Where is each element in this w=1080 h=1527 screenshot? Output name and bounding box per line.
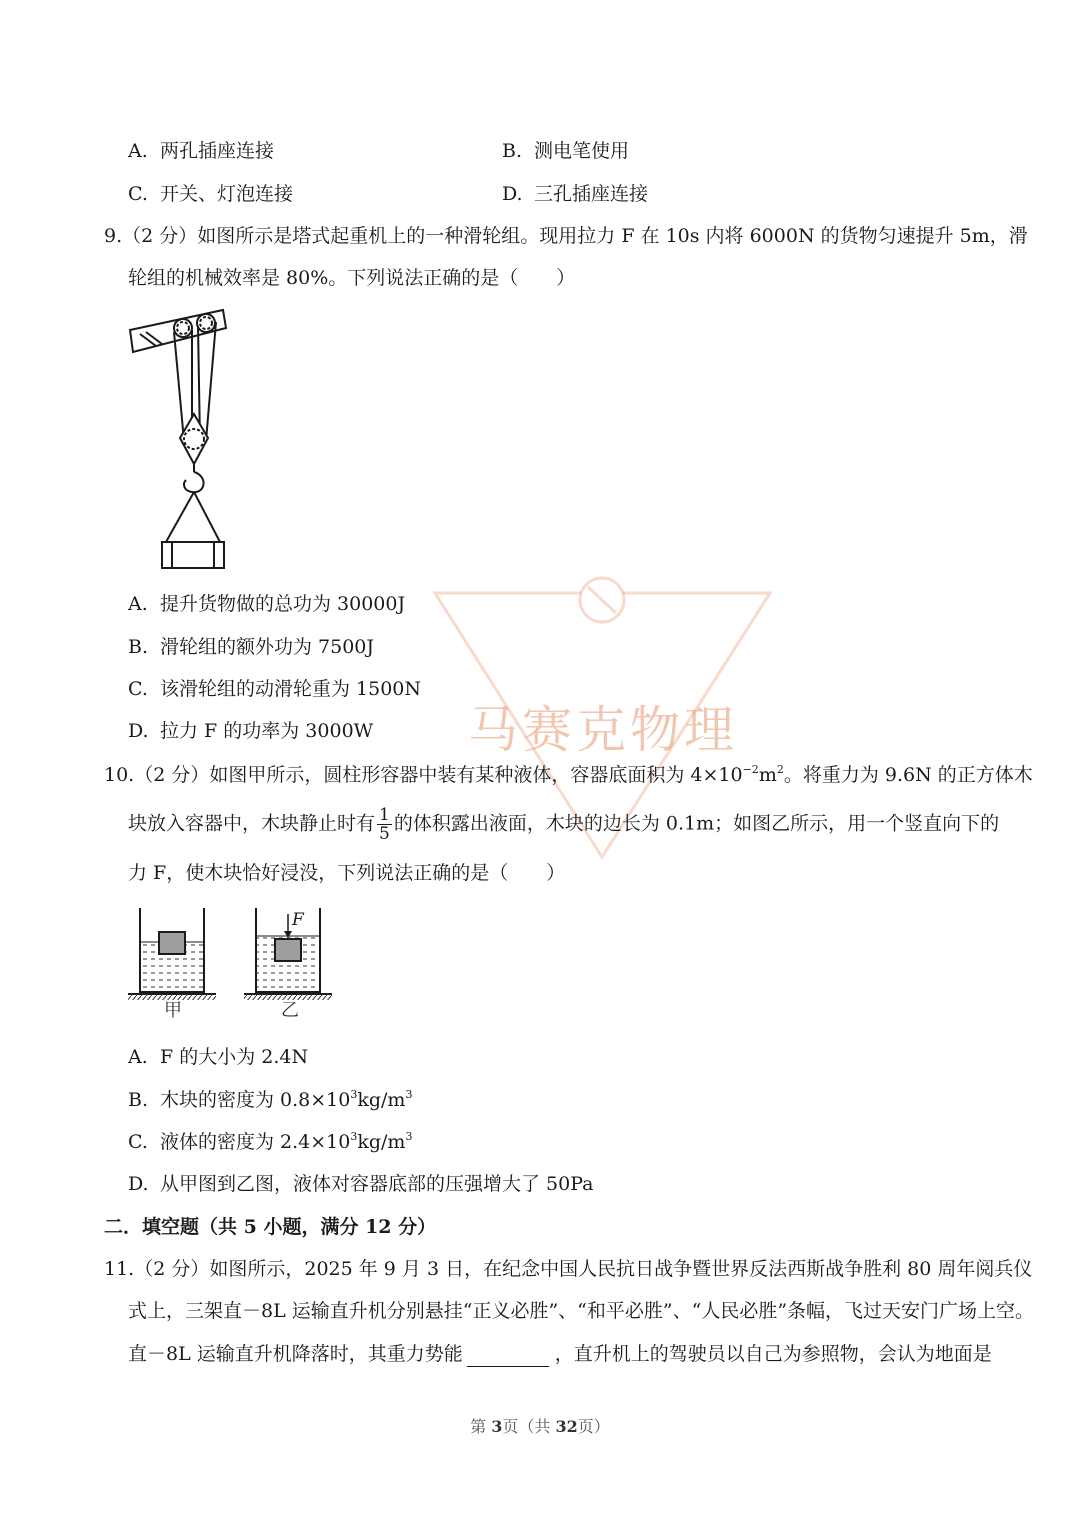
fraction — [377, 806, 392, 843]
exponent: 2 — [776, 763, 784, 776]
option-label: A. — [128, 1046, 148, 1068]
question-text: 如图甲所示，圆柱形容器中装有某种液体，容器底面积为 4×10 — [209, 764, 743, 786]
option-label: D. — [128, 1173, 149, 1195]
option-label: A. — [128, 593, 148, 615]
option-text: 从甲图到乙图，液体对容器底部的压强增大了 50Pa — [160, 1173, 594, 1195]
footer-suffix: 页） — [577, 1417, 610, 1436]
buoyancy-figure — [126, 906, 341, 1021]
q9-stem-line1 — [104, 223, 1028, 249]
answer-blank[interactable] — [467, 1346, 549, 1367]
option-text: 测电笔使用 — [534, 140, 630, 162]
option-text: 三孔插座连接 — [534, 183, 649, 205]
fraction-denominator: 5 — [379, 824, 390, 844]
footer-prefix: 第 — [470, 1417, 492, 1436]
option-text: 提升货物做的总功为 30000J — [160, 593, 406, 615]
option-text: 开关、灯泡连接 — [160, 183, 294, 205]
option-label: C. — [128, 1131, 148, 1153]
q11-stem-line3 — [128, 1341, 992, 1367]
option-label: D. — [128, 720, 149, 742]
question-text: 直－8L 运输直升机降落时，其重力势能 — [128, 1343, 463, 1365]
option-text: 该滑轮组的动滑轮重为 1500N — [160, 678, 422, 700]
unit: kg/m — [357, 1089, 406, 1111]
exponent: 3 — [350, 1130, 358, 1143]
q9-option-a — [128, 591, 405, 617]
question-text: 块放入容器中，木块静止时有 — [128, 812, 376, 835]
question-text: 。将重力为 9.6N 的正方体木 — [783, 764, 1033, 786]
total-pages-number: 32 — [555, 1417, 578, 1436]
q10-option-b — [128, 1087, 412, 1113]
question-text: 如图所示，2025 年 9 月 3 日，在纪念中国人民抗日战争暨世界反法西斯战争胜利 80 周年阅兵仪 — [209, 1258, 1033, 1280]
q10-option-a — [128, 1044, 308, 1070]
q9-option-c — [128, 676, 421, 702]
q8-option-b — [502, 138, 629, 164]
q10-option-c — [128, 1129, 412, 1155]
page-footer — [0, 1414, 1080, 1437]
q11-stem-line2: 式上，三架直－8L 运输直升机分别悬挂“正义必胜”、“和平必胜”、“人民必胜”条幅，飞过天安门广场上空。 — [128, 1300, 1035, 1322]
question-score: （2 分） — [134, 1258, 210, 1280]
watermark-text: 马赛克物理 — [468, 701, 738, 759]
exponent: 3 — [350, 1088, 358, 1101]
option-text: 两孔插座连接 — [160, 140, 275, 162]
q8-option-a — [128, 138, 274, 164]
figure-label-jia: 甲 — [164, 1000, 182, 1021]
option-text: 拉力 F 的功率为 3000W — [160, 720, 374, 742]
option-label: B. — [128, 1089, 149, 1111]
exponent: −2 — [742, 763, 759, 776]
exponent: 3 — [405, 1088, 413, 1101]
question-text: 的体积露出液面，木块的边长为 0.1m；如图乙所示，用一个竖直向下的 — [393, 812, 1000, 835]
figure-label-yi: 乙 — [281, 1000, 299, 1021]
option-text: 滑轮组的额外功为 7500J — [160, 636, 375, 658]
question-number: 10. — [104, 764, 135, 786]
footer-middle: 页（共 — [502, 1417, 556, 1436]
exponent: 3 — [405, 1130, 413, 1143]
option-text: 液体的密度为 2.4×10 — [160, 1131, 351, 1153]
option-label: B. — [502, 140, 523, 162]
question-text: ，直升机上的驾驶员以自己为参照物，会认为地面是 — [554, 1343, 992, 1365]
section-heading: 二．填空题（共 5 小题，满分 12 分） — [104, 1216, 437, 1238]
question-number: 11. — [104, 1258, 135, 1280]
current-page-number: 3 — [491, 1417, 503, 1436]
question-score: （2 分） — [122, 225, 198, 247]
option-text: F 的大小为 2.4N — [160, 1046, 309, 1068]
fraction-numerator: 1 — [379, 805, 390, 825]
question-score: （2 分） — [134, 764, 210, 786]
option-label: C. — [128, 678, 148, 700]
q8-option-c — [128, 181, 293, 207]
q10-stem-line3: 力 F，使木块恰好浸没，下列说法正确的是（ ） — [128, 862, 566, 884]
option-label: B. — [128, 636, 149, 658]
q9-option-b — [128, 634, 374, 660]
option-label: C. — [128, 183, 148, 205]
question-number: 9. — [104, 225, 123, 247]
unit: kg/m — [357, 1131, 406, 1153]
option-label: D. — [502, 183, 523, 205]
q10-stem-line2 — [128, 806, 999, 843]
option-text: 木块的密度为 0.8×10 — [160, 1089, 351, 1111]
question-text: 如图所示是塔式起重机上的一种滑轮组。现用拉力 F 在 10s 内将 6000N 的货物匀速提升 5m，滑 — [197, 225, 1028, 247]
option-label: A. — [128, 140, 148, 162]
crane-pulley-figure — [128, 306, 238, 576]
unit: m — [758, 764, 777, 786]
force-label: F — [292, 910, 304, 930]
q9-stem-line2: 轮组的机械效率是 80%。下列说法正确的是（ ） — [128, 267, 576, 289]
q10-stem-line1 — [104, 762, 1033, 788]
q9-option-d — [128, 718, 373, 744]
q10-option-d — [128, 1171, 593, 1197]
q8-option-d — [502, 181, 648, 207]
q11-stem-line1 — [104, 1256, 1032, 1282]
